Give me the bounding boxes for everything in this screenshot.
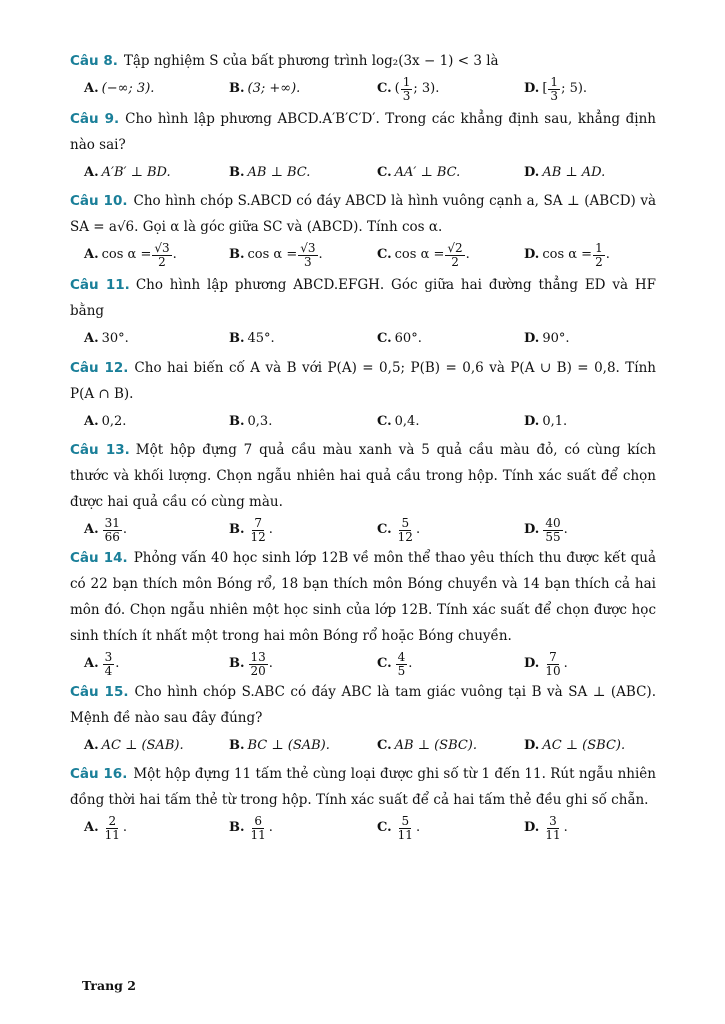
option-d: D. [ $\frac{1}{3}$ ; 5). [524, 74, 588, 103]
option-c: C. $\frac{5}{12}$ . [377, 515, 421, 544]
question-title: Câu 11. [70, 277, 130, 293]
question-title: Câu 16. [70, 766, 128, 782]
option-a: A. A′B′ ⊥ BD. [84, 165, 171, 180]
option-c: C. ( $\frac{1}{3}$ ; 3). [377, 74, 440, 103]
question-title: Câu 8. [70, 53, 118, 69]
option-d: D. $\frac{3}{11}$ . [524, 813, 568, 842]
question-text: Cho hai biến cố A và B với P(A) = 0,5; P(B) = 0,6 và P(A ∪ B) = 0,8. Tính P(A ∩ B). [70, 360, 657, 402]
question-14 [70, 545, 656, 679]
question-title: Câu 12. [70, 360, 129, 376]
option-c: C. $\frac{5}{11}$ . [377, 813, 421, 842]
option-a: A. $\frac{2}{11}$ . [84, 813, 128, 842]
option-b: B. 0,3. [229, 414, 273, 429]
question-title: Câu 13. [70, 442, 130, 458]
question-10 [70, 188, 656, 270]
option-c: C. $\frac{4}{5}$ . [377, 649, 413, 678]
question-16 [70, 761, 656, 843]
question-text: Tập nghiệm S của bất phương trình log₂(3x − 1) < 3 là [123, 53, 499, 69]
option-d: D. 0,1. [524, 414, 568, 429]
option-b: B. (3; +∞). [229, 81, 301, 96]
question-12 [70, 355, 656, 437]
option-c: C. 0,4. [377, 414, 420, 429]
option-b: B. AB ⊥ BC. [229, 165, 311, 180]
question-text: Cho hình lập phương ABCD.EFGH. Góc giữa hai đường thẳng ED và HF bằng [70, 277, 657, 319]
option-d: D. $\frac{7}{10}$ . [524, 649, 568, 678]
option-b: B. cos α = $\frac{√3}{3}$ . [229, 240, 323, 269]
question-text: Phỏng vấn 40 học sinh lớp 12B về môn thể thao yêu thích thu được kết quả có 22 bạn thích môn Bóng rổ, 18 bạn thích môn Bóng chuyền và 14 bạn thích cả hai môn đó. Chọn ngẫu nhiên một học sinh của lớp 12B. Tính xác suất để chọn được học sinh thích ít nhất một trong hai môn Bóng rổ hoặc Bóng chuyền. [70, 550, 656, 644]
question-15 [70, 679, 656, 761]
question-text: Cho hình lập phương ABCD.A′B′C′D′. Trong các khẳng định sau, khẳng định nào sai? [70, 111, 656, 153]
option-a: A. 0,2. [84, 414, 127, 429]
question-text: Cho hình chóp S.ABCD có đáy ABCD là hình vuông cạnh a, SA ⊥ (ABCD) và SA = a√6. Gọi α là góc giữa SC và (ABCD). Tính cos α. [70, 193, 656, 235]
option-d: D. cos α = $\frac{1}{2}$ . [524, 240, 610, 269]
question-9 [70, 106, 656, 188]
option-b: B. $\frac{7}{12}$ . [229, 515, 273, 544]
question-text: Một hộp đựng 11 tấm thẻ cùng loại được ghi số từ 1 đến 11. Rút ngẫu nhiên đồng thời hai tấm thẻ từ trong hộp. Tính xác suất để cả hai tấm thẻ đều ghi số chẵn. [70, 766, 656, 808]
option-d: D. AC ⊥ (SBC). [524, 738, 626, 753]
question-title: Câu 15. [70, 684, 129, 700]
option-d: D. 90°. [524, 331, 570, 346]
option-a: A. cos α = $\frac{√3}{2}$ . [84, 240, 177, 269]
option-b: B. 45°. [229, 331, 275, 346]
option-c: C. cos α = $\frac{√2}{2}$ . [377, 240, 470, 269]
option-a: A. AC ⊥ (SAB). [84, 738, 184, 753]
option-c: C. AB ⊥ (SBC). [377, 738, 478, 753]
option-d: D. $\frac{40}{55}$ . [524, 515, 568, 544]
question-8 [70, 48, 656, 104]
page-footer: Trang 2 [82, 978, 136, 993]
option-a: A. $\frac{31}{66}$ . [84, 515, 128, 544]
option-b: B. BC ⊥ (SAB). [229, 738, 330, 753]
option-d: D. AB ⊥ AD. [524, 165, 606, 180]
question-text: Cho hình chóp S.ABC có đáy ABC là tam giác vuông tại B và SA ⊥ (ABC). Mệnh đề nào sau đây đúng? [70, 684, 656, 726]
option-a: A. (−∞; 3). [84, 81, 155, 96]
option-b: B. $\frac{13}{20}$ . [229, 649, 273, 678]
option-b: B. $\frac{6}{11}$ . [229, 813, 273, 842]
option-a: A. $\frac{3}{4}$ . [84, 649, 120, 678]
question-title: Câu 9. [70, 111, 120, 127]
question-title: Câu 10. [70, 193, 128, 209]
option-c: C. AA′ ⊥ BC. [377, 165, 461, 180]
question-13 [70, 437, 656, 545]
question-text: Một hộp đựng 7 quả cầu màu xanh và 5 quả cầu màu đỏ, có cùng kích thước và khối lượng. Chọn ngẫu nhiên hai quả cầu trong hộp. Tính xác suất để chọn được hai quả cầu có cùng màu. [70, 442, 656, 510]
question-11 [70, 272, 656, 354]
question-title: Câu 14. [70, 550, 128, 566]
option-a: A. 30°. [84, 331, 129, 346]
option-c: C. 60°. [377, 331, 422, 346]
